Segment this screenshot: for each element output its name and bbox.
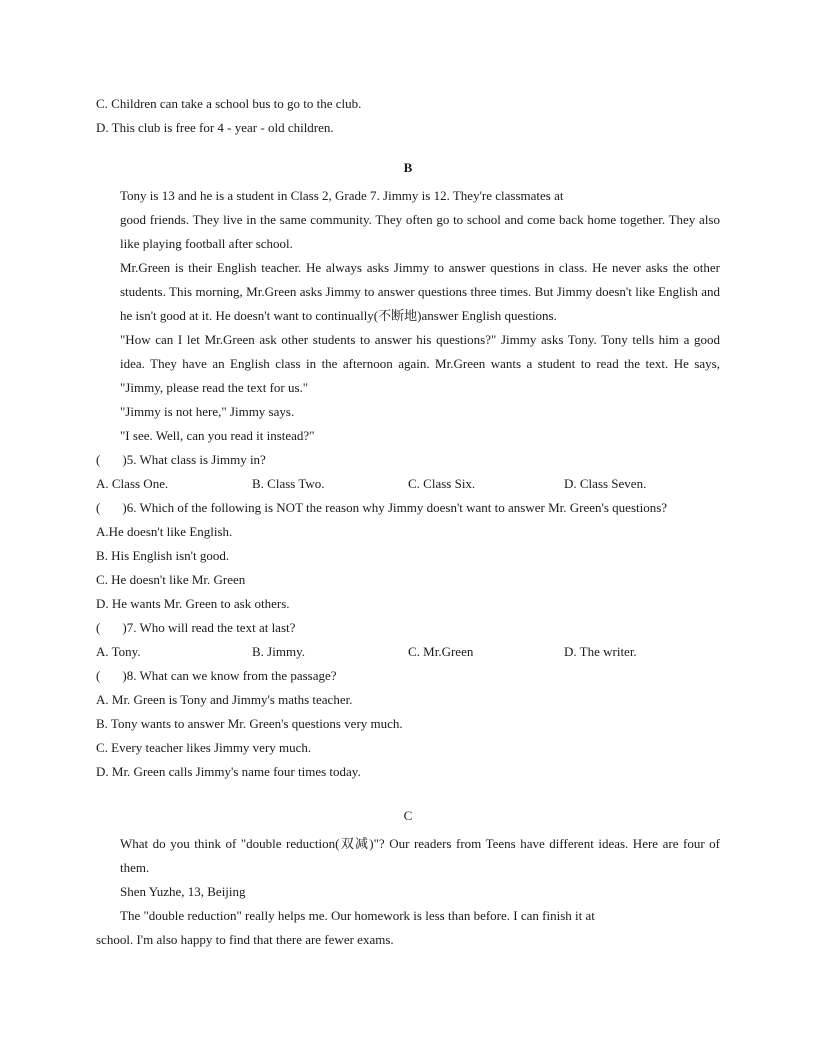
question-text: 5. What class is Jimmy in? bbox=[126, 452, 266, 467]
option-text: D. The writer. bbox=[564, 644, 637, 659]
answer-paren-close: ) bbox=[122, 452, 127, 467]
section-b-heading: B bbox=[403, 160, 413, 175]
option-c-text: C. Children can take a school bus to go to the club. bbox=[96, 96, 362, 111]
option-text: B. Tony wants to answer Mr. Green's questions very much. bbox=[96, 716, 403, 731]
options-row bbox=[96, 640, 720, 664]
question-stem bbox=[96, 616, 720, 640]
option-text: D. Mr. Green calls Jimmy's name four times today. bbox=[96, 764, 361, 779]
options-row bbox=[96, 472, 720, 496]
question-text: 8. What can we know from the passage? bbox=[126, 668, 337, 683]
option-text: A. Mr. Green is Tony and Jimmy's maths teacher. bbox=[96, 692, 353, 707]
passage-paragraph: good friends. They live in the same community. They often go to school and come back home together. They also like playing football after school. bbox=[120, 212, 720, 251]
section-c-intro: What do you think of "double reduction(双减)"? Our readers from Teens have different ideas. Here are four of them. bbox=[120, 836, 720, 875]
document-page bbox=[96, 92, 720, 952]
section-c-heading: C bbox=[403, 808, 413, 823]
question-text: 7. Who will read the text at last? bbox=[126, 620, 296, 635]
option-text: C. Class Six. bbox=[408, 476, 476, 491]
option-text: B. Jimmy. bbox=[252, 644, 305, 659]
answer-paren-open: ( bbox=[96, 500, 101, 515]
section-c-paragraph-line: The "double reduction" really helps me. Our homework is less than before. I can finish it at bbox=[120, 908, 595, 923]
option-text: A. Class One. bbox=[96, 476, 169, 491]
question-stem bbox=[96, 496, 720, 520]
passage-paragraph: "How can I let Mr.Green ask other students to answer his questions?" Jimmy asks Tony. Tony tells him a good idea. They have an English class in the afternoon again. Mr.Green wants a student to read the text. He says, "Jimmy, please read the text for us." bbox=[120, 332, 720, 395]
answer-paren-close: ) bbox=[122, 620, 127, 635]
answer-paren-close: ) bbox=[122, 668, 127, 683]
option-text: B. Class Two. bbox=[252, 476, 325, 491]
option-d-text: D. This club is free for 4 - year - old children. bbox=[96, 120, 334, 135]
option-text: C. Mr.Green bbox=[408, 644, 474, 659]
option-text: C. Every teacher likes Jimmy very much. bbox=[96, 740, 312, 755]
section-c-paragraph-line: school. I'm also happy to find that there are fewer exams. bbox=[96, 932, 394, 947]
option-text: D. Class Seven. bbox=[564, 476, 647, 491]
option-text: D. He wants Mr. Green to ask others. bbox=[96, 596, 290, 611]
passage-paragraph: "Jimmy is not here," Jimmy says. bbox=[120, 404, 295, 419]
answer-paren-close: ) bbox=[122, 500, 127, 515]
passage-paragraph: Tony is 13 and he is a student in Class 2, Grade 7. Jimmy is 12. They're classmates at bbox=[120, 188, 564, 203]
question-stem bbox=[96, 664, 720, 688]
option-text: A.He doesn't like English. bbox=[96, 524, 233, 539]
option-text: B. His English isn't good. bbox=[96, 548, 230, 563]
answer-paren-open: ( bbox=[96, 620, 101, 635]
option-text: A. Tony. bbox=[96, 644, 141, 659]
answer-paren-open: ( bbox=[96, 452, 101, 467]
section-c-author: Shen Yuzhe, 13, Beijing bbox=[120, 884, 246, 899]
passage-paragraph: "I see. Well, can you read it instead?" bbox=[120, 428, 315, 443]
passage-paragraph: Mr.Green is their English teacher. He always asks Jimmy to answer questions in class. He never asks the other students. This morning, Mr.Green asks Jimmy to answer questions three times. But Jimmy doesn't like English and he isn't good at it. He doesn't want to continually(不断地)answer English questions. bbox=[120, 260, 720, 323]
answer-paren-open: ( bbox=[96, 668, 101, 683]
question-stem bbox=[96, 448, 720, 472]
option-text: C. He doesn't like Mr. Green bbox=[96, 572, 246, 587]
question-text: 6. Which of the following is NOT the reason why Jimmy doesn't want to answer Mr. Green's questions? bbox=[126, 500, 668, 515]
